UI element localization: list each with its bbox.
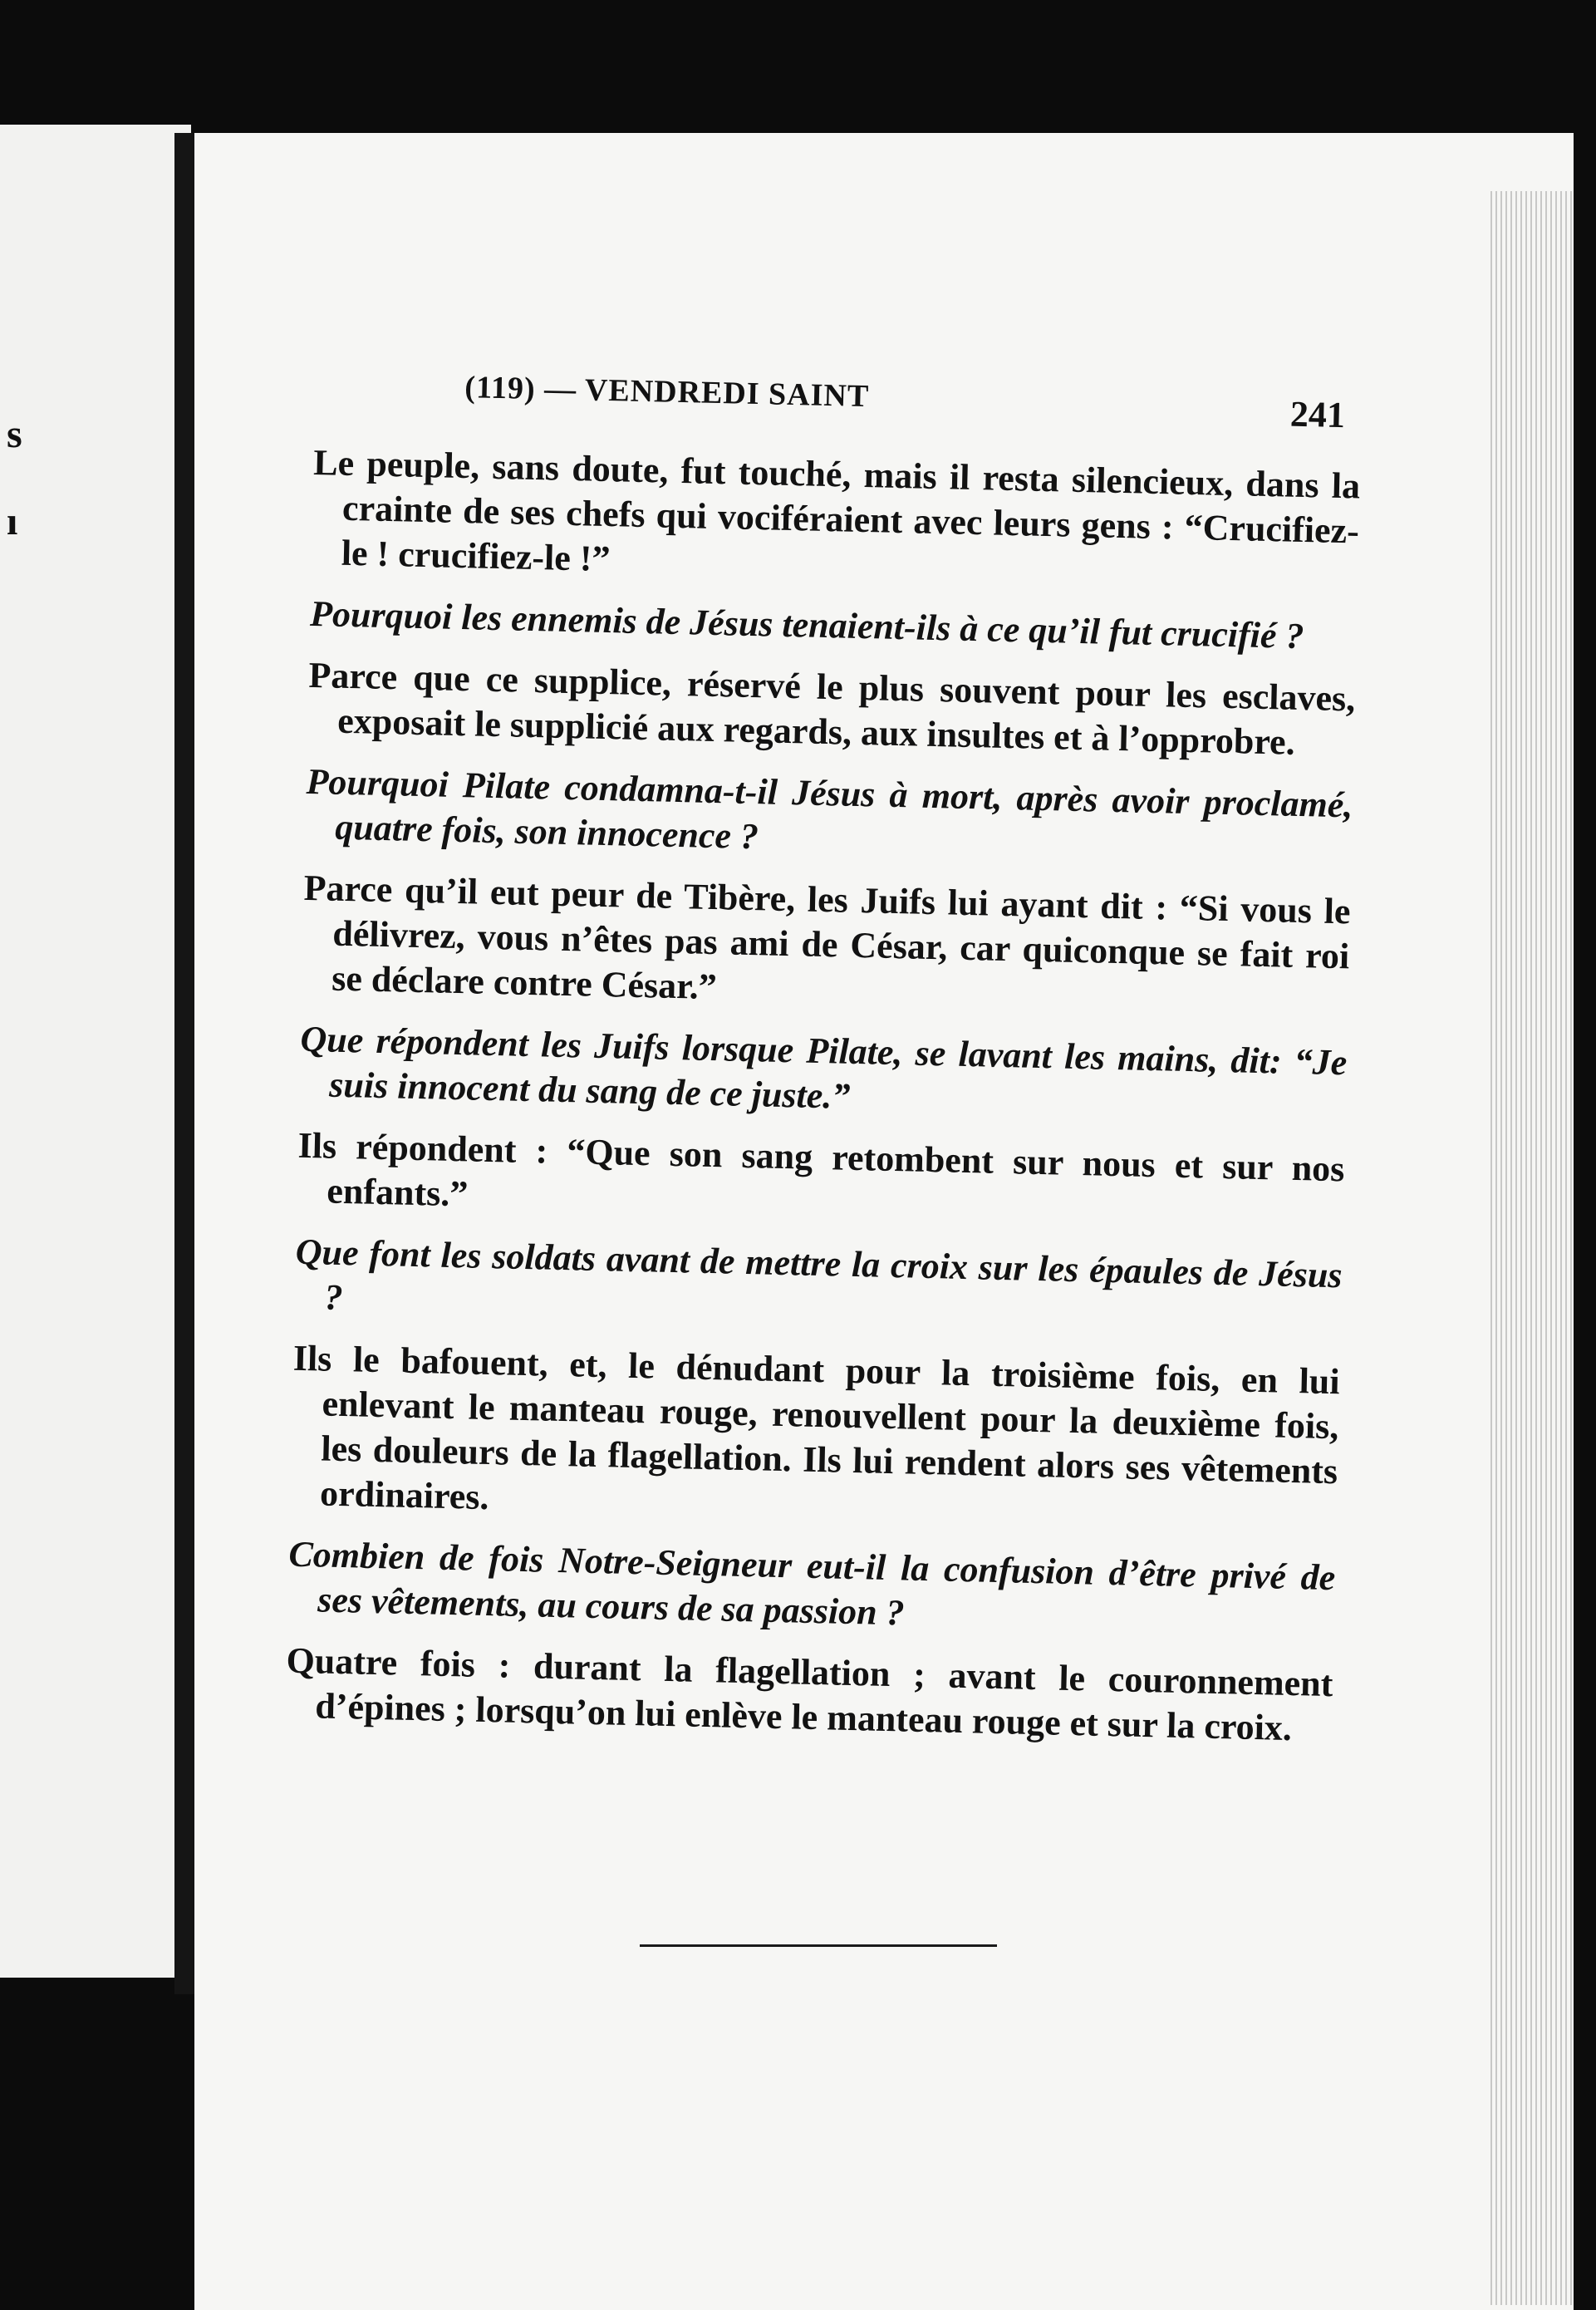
- answer-paragraph: Parce que ce supplice, réservé le plus souvent pour les esclaves, exposait le supplicié aux regards, aux insultes et à l’opprobre.: [307, 654, 1356, 763]
- question-paragraph: Pourquoi Pilate condamna-t-il Jésus à mort, après avoir proclamé, quatre fois, son innocence ?: [306, 760, 1353, 858]
- margin-mark: s: [7, 412, 22, 456]
- page-edges: [1487, 191, 1574, 2305]
- section-end-rule: [640, 1944, 997, 1947]
- running-title: (119) — VENDREDI SAINT: [464, 370, 870, 415]
- facing-page-edge: [0, 125, 191, 1978]
- question-paragraph: Pourquoi les ennemis de Jésus tenaient-ils à ce qu’il fut crucifié ?: [309, 592, 1305, 657]
- answer-paragraph: Ils le bafouent, et, le dénudant pour la troisième fois, en lui enlevant le manteau rouge, renouvellent pour la deuxième fois, les douleurs de la flagellation. Ils lui rendent alors ses vêtements ordinaires.: [292, 1337, 1341, 1518]
- question-paragraph: Combien de fois Notre-Seigneur eut-il la confusion d’être privé de ses vêtements, au cours de sa passion ?: [287, 1533, 1336, 1634]
- question-paragraph: Que répondent les Juifs lorsque Pilate, se lavant les mains, dit: “Je suis innocent du sang de ce juste.”: [300, 1018, 1348, 1117]
- answer-paragraph: Parce qu’il eut peur de Tibère, les Juifs lui ayant dit : “Si vous le délivrez, vous n’êtes pas ami de César, car quiconque se fait roi se déclare contre César.”: [303, 867, 1351, 1008]
- margin-mark: ı: [7, 499, 18, 543]
- page-number: 241: [1289, 393, 1346, 436]
- answer-paragraph: Quatre fois : durant la flagellation ; avant le couronnement d’épines ; lorsqu’on lui enlève le manteau rouge et sur la croix.: [286, 1639, 1333, 1749]
- answer-paragraph: Ils répondent : “Que son sang retombent sur nous et sur nos enfants.”: [297, 1124, 1345, 1215]
- answer-paragraph: Le peuple, sans doute, fut touché, mais il resta silencieux, dans la crainte de ses chefs qui vociféraient avec leurs gens : “Crucifiez-le ! crucifiez-le !”: [312, 441, 1361, 580]
- page-text: [282, 366, 1363, 1901]
- book-gutter: [174, 133, 194, 1994]
- question-paragraph: Que font les soldats avant de mettre la croix sur les épaules de Jésus ?: [295, 1231, 1343, 1319]
